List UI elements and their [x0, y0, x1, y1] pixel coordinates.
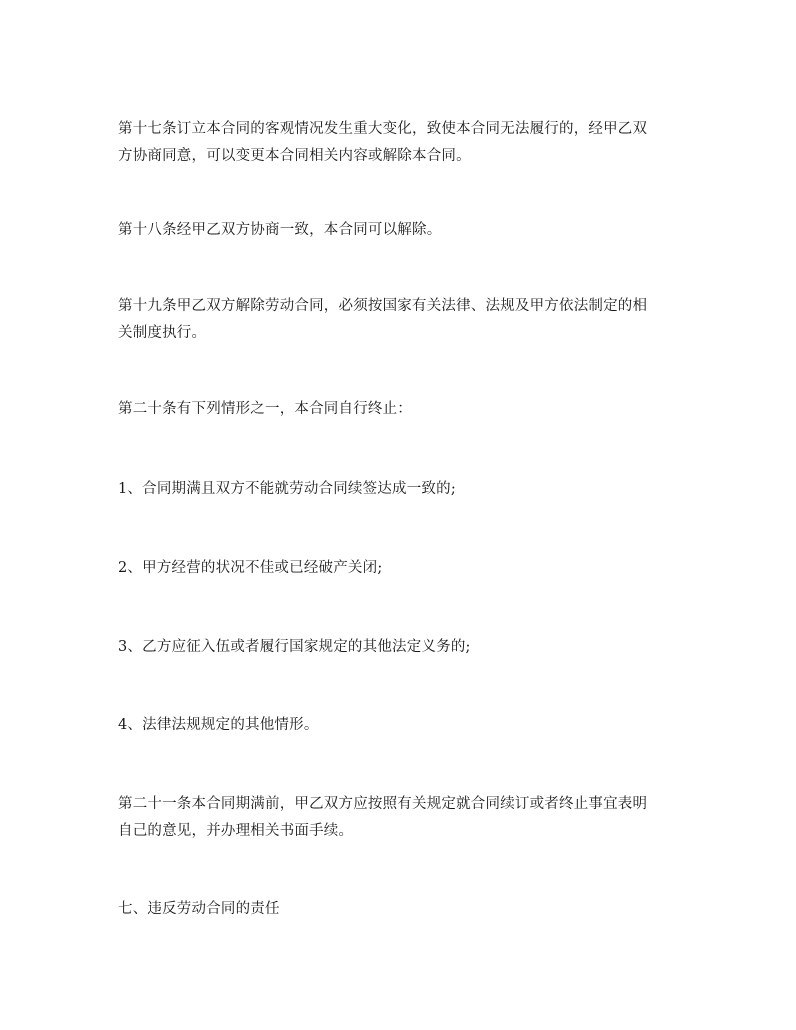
list-item-2 [118, 555, 684, 582]
paragraph-line: 方协商同意，可以变更本合同相关内容或解除本合同。 [118, 148, 471, 164]
list-item-1 [118, 476, 684, 503]
paragraph-line: 1、合同期满且双方不能就劳动合同续签达成一致的; [118, 481, 456, 497]
paragraph-line: 2、甲方经营的状况不佳或已经破产关闭; [118, 560, 383, 576]
paragraph-line: 自己的意见，并办理相关书面手续。 [118, 823, 354, 839]
paragraph-line: 3、乙方应征入伍或者履行国家规定的其他法定义务的; [118, 639, 471, 655]
section-7-heading [118, 896, 684, 923]
paragraph-line: 关制度执行。 [118, 325, 207, 341]
article-17-paragraph [118, 116, 684, 170]
paragraph-line: 第二十一条本合同期满前，甲乙双方应按照有关规定就合同续订或者终止事宜表明 [118, 796, 648, 812]
article-20-paragraph [118, 396, 684, 423]
paragraph-line: 第二十条有下列情形之一，本合同自行终止： [118, 401, 412, 417]
article-21-paragraph [118, 791, 684, 845]
paragraph-line: 第十九条甲乙双方解除劳动合同，必须按国家有关法律、法规及甲方依法制定的相 [118, 298, 648, 314]
article-19-paragraph [118, 293, 684, 347]
list-item-4 [118, 712, 684, 739]
paragraph-line: 第十七条订立本合同的客观情况发生重大变化，致使本合同无法履行的，经甲乙双 [118, 121, 648, 137]
article-18-paragraph [118, 217, 684, 244]
paragraph-line: 七、违反劳动合同的责任 [118, 901, 280, 917]
paragraph-line: 第十八条经甲乙双方协商一致，本合同可以解除。 [118, 222, 442, 238]
paragraph-line: 4、法律法规规定的其他情形。 [118, 717, 319, 733]
list-item-3 [118, 634, 684, 661]
